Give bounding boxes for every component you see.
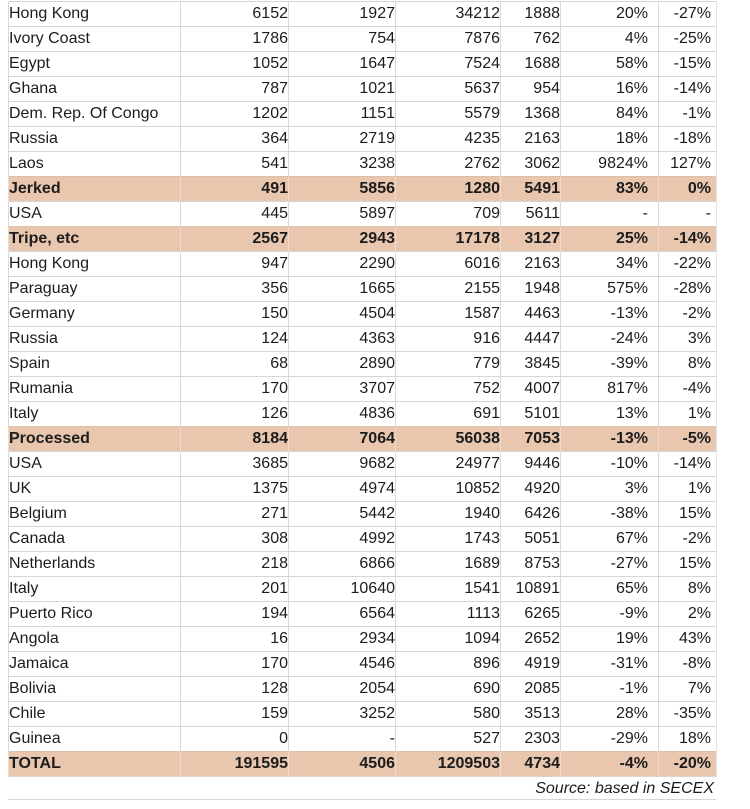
cell-value: 575% bbox=[561, 277, 659, 302]
cell-value: 128 bbox=[181, 677, 289, 702]
cell-value: -1% bbox=[561, 677, 659, 702]
cell-value: 0 bbox=[181, 727, 289, 752]
cell-value: 9682 bbox=[289, 452, 396, 477]
row-label: Netherlands bbox=[9, 552, 181, 577]
cell-value: 1094 bbox=[396, 627, 501, 652]
table-row bbox=[9, 527, 717, 552]
table-row bbox=[9, 352, 717, 377]
cell-value: 3238 bbox=[289, 152, 396, 177]
table-row bbox=[9, 327, 717, 352]
cell-value: - bbox=[561, 202, 659, 227]
cell-value: 3513 bbox=[501, 702, 561, 727]
table-row bbox=[9, 252, 717, 277]
row-label: Jerked bbox=[9, 177, 181, 202]
cell-value: 84% bbox=[561, 102, 659, 127]
cell-value: 5101 bbox=[501, 402, 561, 427]
cell-value: -15% bbox=[659, 52, 717, 77]
cell-value: 4506 bbox=[289, 752, 396, 777]
cell-value: 1940 bbox=[396, 502, 501, 527]
cell-value: 15% bbox=[659, 502, 717, 527]
cell-value: 2054 bbox=[289, 677, 396, 702]
row-label: Ghana bbox=[9, 77, 181, 102]
table-row bbox=[9, 752, 717, 777]
table-row bbox=[9, 202, 717, 227]
cell-value: 1689 bbox=[396, 552, 501, 577]
cell-value: -25% bbox=[659, 27, 717, 52]
row-label: Tripe, etc bbox=[9, 227, 181, 252]
cell-value: 4992 bbox=[289, 527, 396, 552]
cell-value: 916 bbox=[396, 327, 501, 352]
cell-value: 5579 bbox=[396, 102, 501, 127]
cell-value: 7876 bbox=[396, 27, 501, 52]
table-row bbox=[9, 152, 717, 177]
row-label: Italy bbox=[9, 577, 181, 602]
cell-value: 752 bbox=[396, 377, 501, 402]
cell-value: 28% bbox=[561, 702, 659, 727]
row-label: Hong Kong bbox=[9, 2, 181, 27]
cell-value: 4007 bbox=[501, 377, 561, 402]
cell-value: 754 bbox=[289, 27, 396, 52]
row-label: Paraguay bbox=[9, 277, 181, 302]
cell-value: 787 bbox=[181, 77, 289, 102]
cell-value: 5051 bbox=[501, 527, 561, 552]
row-label: Canada bbox=[9, 527, 181, 552]
cell-value: 2163 bbox=[501, 252, 561, 277]
cell-value: 6265 bbox=[501, 602, 561, 627]
cell-value: 1647 bbox=[289, 52, 396, 77]
cell-value: 34% bbox=[561, 252, 659, 277]
cell-value: 34212 bbox=[396, 2, 501, 27]
cell-value: -39% bbox=[561, 352, 659, 377]
cell-value: 1113 bbox=[396, 602, 501, 627]
cell-value: 1151 bbox=[289, 102, 396, 127]
cell-value: 15% bbox=[659, 552, 717, 577]
cell-value: 356 bbox=[181, 277, 289, 302]
cell-value: 2303 bbox=[501, 727, 561, 752]
cell-value: 127% bbox=[659, 152, 717, 177]
table-row bbox=[9, 177, 717, 202]
cell-value: 5442 bbox=[289, 502, 396, 527]
cell-value: -4% bbox=[561, 752, 659, 777]
cell-value: 4836 bbox=[289, 402, 396, 427]
cell-value: 58% bbox=[561, 52, 659, 77]
cell-value: 527 bbox=[396, 727, 501, 752]
table-row bbox=[9, 502, 717, 527]
cell-value: 5897 bbox=[289, 202, 396, 227]
cell-value: -13% bbox=[561, 302, 659, 327]
row-label: Russia bbox=[9, 127, 181, 152]
cell-value: 1052 bbox=[181, 52, 289, 77]
cell-value: 7053 bbox=[501, 427, 561, 452]
cell-value: 13% bbox=[561, 402, 659, 427]
cell-value: 7% bbox=[659, 677, 717, 702]
cell-value: 0% bbox=[659, 177, 717, 202]
cell-value: 18% bbox=[561, 127, 659, 152]
cell-value: - bbox=[289, 727, 396, 752]
table-row bbox=[9, 677, 717, 702]
cell-value: 1% bbox=[659, 402, 717, 427]
source-note: Source: based in SECEX bbox=[8, 777, 716, 800]
table-row bbox=[9, 652, 717, 677]
cell-value: 1587 bbox=[396, 302, 501, 327]
cell-value: -35% bbox=[659, 702, 717, 727]
cell-value: 1948 bbox=[501, 277, 561, 302]
cell-value: 491 bbox=[181, 177, 289, 202]
cell-value: 308 bbox=[181, 527, 289, 552]
cell-value: 2719 bbox=[289, 127, 396, 152]
cell-value: -4% bbox=[659, 377, 717, 402]
cell-value: 6564 bbox=[289, 602, 396, 627]
row-label: Russia bbox=[9, 327, 181, 352]
cell-value: -24% bbox=[561, 327, 659, 352]
cell-value: - bbox=[659, 202, 717, 227]
cell-value: 6426 bbox=[501, 502, 561, 527]
cell-value: 126 bbox=[181, 402, 289, 427]
cell-value: 445 bbox=[181, 202, 289, 227]
cell-value: 3252 bbox=[289, 702, 396, 727]
cell-value: 7524 bbox=[396, 52, 501, 77]
cell-value: 690 bbox=[396, 677, 501, 702]
cell-value: 3062 bbox=[501, 152, 561, 177]
cell-value: 8% bbox=[659, 577, 717, 602]
cell-value: -38% bbox=[561, 502, 659, 527]
cell-value: 1375 bbox=[181, 477, 289, 502]
table-row bbox=[9, 302, 717, 327]
cell-value: 3845 bbox=[501, 352, 561, 377]
cell-value: 16% bbox=[561, 77, 659, 102]
cell-value: -29% bbox=[561, 727, 659, 752]
cell-value: 4504 bbox=[289, 302, 396, 327]
cell-value: 2943 bbox=[289, 227, 396, 252]
cell-value: 8184 bbox=[181, 427, 289, 452]
table-body bbox=[9, 2, 717, 777]
row-label: Italy bbox=[9, 402, 181, 427]
cell-value: 364 bbox=[181, 127, 289, 152]
cell-value: 1209503 bbox=[396, 752, 501, 777]
cell-value: 4974 bbox=[289, 477, 396, 502]
cell-value: 1688 bbox=[501, 52, 561, 77]
cell-value: 2652 bbox=[501, 627, 561, 652]
cell-value: 4235 bbox=[396, 127, 501, 152]
row-label: TOTAL bbox=[9, 752, 181, 777]
cell-value: 1021 bbox=[289, 77, 396, 102]
export-data-table bbox=[8, 1, 717, 777]
cell-value: 4363 bbox=[289, 327, 396, 352]
cell-value: 3685 bbox=[181, 452, 289, 477]
cell-value: 25% bbox=[561, 227, 659, 252]
table-row bbox=[9, 727, 717, 752]
cell-value: -22% bbox=[659, 252, 717, 277]
row-label: Laos bbox=[9, 152, 181, 177]
cell-value: 2155 bbox=[396, 277, 501, 302]
cell-value: 2085 bbox=[501, 677, 561, 702]
cell-value: 201 bbox=[181, 577, 289, 602]
cell-value: 4920 bbox=[501, 477, 561, 502]
row-label: Germany bbox=[9, 302, 181, 327]
cell-value: 10640 bbox=[289, 577, 396, 602]
cell-value: 65% bbox=[561, 577, 659, 602]
cell-value: 170 bbox=[181, 377, 289, 402]
table-row bbox=[9, 277, 717, 302]
cell-value: -27% bbox=[659, 2, 717, 27]
table-row bbox=[9, 52, 717, 77]
table-row bbox=[9, 602, 717, 627]
table-row bbox=[9, 377, 717, 402]
cell-value: 6866 bbox=[289, 552, 396, 577]
table-row bbox=[9, 27, 717, 52]
row-label: Rumania bbox=[9, 377, 181, 402]
cell-value: 1927 bbox=[289, 2, 396, 27]
row-label: USA bbox=[9, 452, 181, 477]
cell-value: 1202 bbox=[181, 102, 289, 127]
cell-value: 1665 bbox=[289, 277, 396, 302]
cell-value: 67% bbox=[561, 527, 659, 552]
cell-value: 2290 bbox=[289, 252, 396, 277]
table-row bbox=[9, 2, 717, 27]
cell-value: 1743 bbox=[396, 527, 501, 552]
cell-value: 5491 bbox=[501, 177, 561, 202]
table-row bbox=[9, 627, 717, 652]
row-label: Processed bbox=[9, 427, 181, 452]
cell-value: 56038 bbox=[396, 427, 501, 452]
cell-value: -14% bbox=[659, 452, 717, 477]
cell-value: -2% bbox=[659, 527, 717, 552]
cell-value: 5856 bbox=[289, 177, 396, 202]
table-row bbox=[9, 127, 717, 152]
row-label: Belgium bbox=[9, 502, 181, 527]
table-row bbox=[9, 77, 717, 102]
cell-value: 68 bbox=[181, 352, 289, 377]
cell-value: 1888 bbox=[501, 2, 561, 27]
cell-value: -27% bbox=[561, 552, 659, 577]
cell-value: -14% bbox=[659, 227, 717, 252]
cell-value: 947 bbox=[181, 252, 289, 277]
cell-value: 9446 bbox=[501, 452, 561, 477]
cell-value: 2163 bbox=[501, 127, 561, 152]
cell-value: -31% bbox=[561, 652, 659, 677]
cell-value: 2762 bbox=[396, 152, 501, 177]
table-row bbox=[9, 477, 717, 502]
cell-value: 10891 bbox=[501, 577, 561, 602]
row-label: Angola bbox=[9, 627, 181, 652]
cell-value: 271 bbox=[181, 502, 289, 527]
cell-value: -10% bbox=[561, 452, 659, 477]
cell-value: 3707 bbox=[289, 377, 396, 402]
cell-value: 5611 bbox=[501, 202, 561, 227]
cell-value: 6016 bbox=[396, 252, 501, 277]
cell-value: 8% bbox=[659, 352, 717, 377]
cell-value: -9% bbox=[561, 602, 659, 627]
cell-value: -14% bbox=[659, 77, 717, 102]
cell-value: -20% bbox=[659, 752, 717, 777]
cell-value: 6152 bbox=[181, 2, 289, 27]
row-label: Chile bbox=[9, 702, 181, 727]
cell-value: 2% bbox=[659, 602, 717, 627]
cell-value: -28% bbox=[659, 277, 717, 302]
cell-value: 709 bbox=[396, 202, 501, 227]
row-label: Dem. Rep. Of Congo bbox=[9, 102, 181, 127]
row-label: Guinea bbox=[9, 727, 181, 752]
row-label: Bolivia bbox=[9, 677, 181, 702]
cell-value: 18% bbox=[659, 727, 717, 752]
cell-value: -5% bbox=[659, 427, 717, 452]
cell-value: 16 bbox=[181, 627, 289, 652]
table-row bbox=[9, 427, 717, 452]
cell-value: 3% bbox=[561, 477, 659, 502]
table-row bbox=[9, 452, 717, 477]
table-row bbox=[9, 102, 717, 127]
cell-value: 541 bbox=[181, 152, 289, 177]
row-label: Spain bbox=[9, 352, 181, 377]
cell-value: 2567 bbox=[181, 227, 289, 252]
cell-value: 20% bbox=[561, 2, 659, 27]
cell-value: 4463 bbox=[501, 302, 561, 327]
cell-value: 817% bbox=[561, 377, 659, 402]
cell-value: 1368 bbox=[501, 102, 561, 127]
cell-value: -13% bbox=[561, 427, 659, 452]
table-row bbox=[9, 702, 717, 727]
table-row bbox=[9, 577, 717, 602]
cell-value: 4734 bbox=[501, 752, 561, 777]
row-label: Egypt bbox=[9, 52, 181, 77]
cell-value: 5637 bbox=[396, 77, 501, 102]
cell-value: 580 bbox=[396, 702, 501, 727]
cell-value: 4919 bbox=[501, 652, 561, 677]
cell-value: 17178 bbox=[396, 227, 501, 252]
cell-value: 1786 bbox=[181, 27, 289, 52]
table-row bbox=[9, 402, 717, 427]
cell-value: -2% bbox=[659, 302, 717, 327]
row-label: UK bbox=[9, 477, 181, 502]
cell-value: 83% bbox=[561, 177, 659, 202]
cell-value: 3127 bbox=[501, 227, 561, 252]
cell-value: -18% bbox=[659, 127, 717, 152]
row-label: Jamaica bbox=[9, 652, 181, 677]
cell-value: 896 bbox=[396, 652, 501, 677]
row-label: USA bbox=[9, 202, 181, 227]
cell-value: 8753 bbox=[501, 552, 561, 577]
row-label: Hong Kong bbox=[9, 252, 181, 277]
cell-value: 24977 bbox=[396, 452, 501, 477]
export-data-sheet bbox=[8, 1, 716, 800]
cell-value: 2934 bbox=[289, 627, 396, 652]
cell-value: 762 bbox=[501, 27, 561, 52]
cell-value: 691 bbox=[396, 402, 501, 427]
cell-value: 1% bbox=[659, 477, 717, 502]
cell-value: -8% bbox=[659, 652, 717, 677]
cell-value: 191595 bbox=[181, 752, 289, 777]
cell-value: 4546 bbox=[289, 652, 396, 677]
cell-value: 1541 bbox=[396, 577, 501, 602]
cell-value: 2890 bbox=[289, 352, 396, 377]
cell-value: 3% bbox=[659, 327, 717, 352]
cell-value: 10852 bbox=[396, 477, 501, 502]
cell-value: 124 bbox=[181, 327, 289, 352]
row-label: Puerto Rico bbox=[9, 602, 181, 627]
row-label: Ivory Coast bbox=[9, 27, 181, 52]
cell-value: 194 bbox=[181, 602, 289, 627]
cell-value: 1280 bbox=[396, 177, 501, 202]
cell-value: 170 bbox=[181, 652, 289, 677]
cell-value: 779 bbox=[396, 352, 501, 377]
cell-value: -1% bbox=[659, 102, 717, 127]
cell-value: 954 bbox=[501, 77, 561, 102]
cell-value: 159 bbox=[181, 702, 289, 727]
cell-value: 9824% bbox=[561, 152, 659, 177]
cell-value: 150 bbox=[181, 302, 289, 327]
cell-value: 43% bbox=[659, 627, 717, 652]
cell-value: 4447 bbox=[501, 327, 561, 352]
table-row bbox=[9, 552, 717, 577]
table-row bbox=[9, 227, 717, 252]
cell-value: 19% bbox=[561, 627, 659, 652]
cell-value: 7064 bbox=[289, 427, 396, 452]
cell-value: 218 bbox=[181, 552, 289, 577]
cell-value: 4% bbox=[561, 27, 659, 52]
